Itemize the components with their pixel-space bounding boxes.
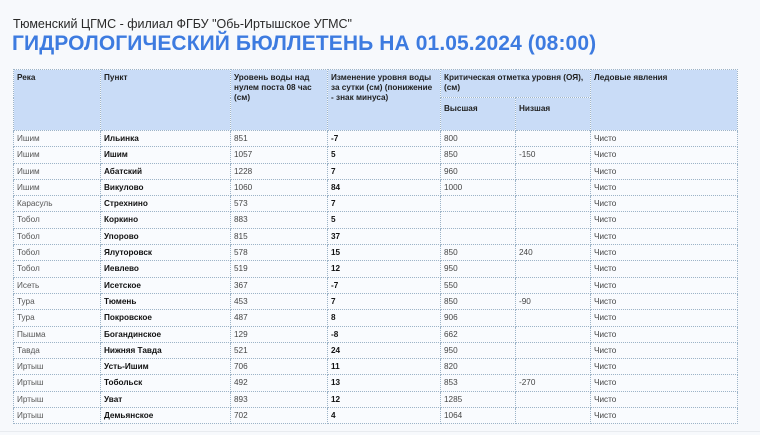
cell-level: 492 — [231, 375, 328, 391]
cell-point: Коркино — [101, 212, 231, 228]
cell-ice: Чисто — [591, 179, 738, 195]
cell-level: 521 — [231, 342, 328, 358]
cell-critical-low — [516, 359, 591, 375]
cell-critical-low — [516, 277, 591, 293]
cell-river: Ишим — [14, 131, 101, 147]
table-row — [14, 342, 738, 358]
cell-change: 84 — [328, 179, 441, 195]
cell-point: Уват — [101, 391, 231, 407]
cell-ice: Чисто — [591, 196, 738, 212]
cell-critical-high: 1285 — [441, 391, 516, 407]
cell-critical-low — [516, 212, 591, 228]
cell-ice: Чисто — [591, 293, 738, 309]
cell-point: Тобольск — [101, 375, 231, 391]
cell-river: Тобол — [14, 212, 101, 228]
cell-change: 4 — [328, 408, 441, 424]
cell-level: 1057 — [231, 147, 328, 163]
cell-critical-high: 800 — [441, 131, 516, 147]
cell-ice: Чисто — [591, 375, 738, 391]
cell-critical-high: 950 — [441, 342, 516, 358]
cell-critical-high: 850 — [441, 293, 516, 309]
cell-point: Ишим — [101, 147, 231, 163]
cell-level: 851 — [231, 131, 328, 147]
cell-change: 13 — [328, 375, 441, 391]
cell-critical-high: 850 — [441, 245, 516, 261]
table-row — [14, 228, 738, 244]
cell-river: Тобол — [14, 245, 101, 261]
cell-critical-low — [516, 131, 591, 147]
cell-point: Покровское — [101, 310, 231, 326]
cell-river: Иртыш — [14, 359, 101, 375]
cell-level: 453 — [231, 293, 328, 309]
table-body — [14, 131, 738, 424]
cell-river: Тура — [14, 310, 101, 326]
cell-river: Ишим — [14, 163, 101, 179]
cell-point: Богандинское — [101, 326, 231, 342]
cell-ice: Чисто — [591, 212, 738, 228]
column-header-level: Уровень воды над нулем поста 08 час (см) — [231, 70, 328, 131]
cell-critical-low — [516, 391, 591, 407]
cell-change: -8 — [328, 326, 441, 342]
cell-critical-low — [516, 179, 591, 195]
cell-level: 129 — [231, 326, 328, 342]
cell-critical-high: 850 — [441, 147, 516, 163]
column-header-critical-high: Высшая — [441, 98, 516, 131]
cell-level: 487 — [231, 310, 328, 326]
cell-critical-high: 1064 — [441, 408, 516, 424]
cell-level: 519 — [231, 261, 328, 277]
cell-river: Тура — [14, 293, 101, 309]
cell-change: 11 — [328, 359, 441, 375]
cell-level: 883 — [231, 212, 328, 228]
cell-critical-high: 662 — [441, 326, 516, 342]
cell-point: Демьянское — [101, 408, 231, 424]
cell-critical-low: -150 — [516, 147, 591, 163]
page-title: ГИДРОЛОГИЧЕСКИЙ БЮЛЛЕТЕНЬ НА 01.05.2024 (08:00) — [12, 32, 597, 55]
cell-ice: Чисто — [591, 131, 738, 147]
cell-critical-high: 950 — [441, 261, 516, 277]
cell-critical-low — [516, 408, 591, 424]
organization-subtitle: Тюменский ЦГМС - филиал ФГБУ "Обь-Иртышское УГМС" — [13, 17, 352, 31]
table-row — [14, 131, 738, 147]
cell-ice: Чисто — [591, 245, 738, 261]
table-row — [14, 408, 738, 424]
column-header-ice: Ледовые явления — [591, 70, 738, 131]
table-row — [14, 293, 738, 309]
cell-ice: Чисто — [591, 261, 738, 277]
table-row — [14, 196, 738, 212]
cell-ice: Чисто — [591, 228, 738, 244]
cell-river: Иртыш — [14, 375, 101, 391]
table-row — [14, 245, 738, 261]
cell-point: Исетское — [101, 277, 231, 293]
cell-level: 578 — [231, 245, 328, 261]
cell-river: Ишим — [14, 179, 101, 195]
cell-critical-low — [516, 342, 591, 358]
table-row — [14, 212, 738, 228]
cell-ice: Чисто — [591, 163, 738, 179]
cell-change: 7 — [328, 293, 441, 309]
table-row — [14, 277, 738, 293]
cell-river: Тобол — [14, 228, 101, 244]
cell-point: Ильинка — [101, 131, 231, 147]
cell-point: Стрехнино — [101, 196, 231, 212]
cell-level: 893 — [231, 391, 328, 407]
cell-critical-high — [441, 196, 516, 212]
cell-critical-high: 820 — [441, 359, 516, 375]
column-header-river: Река — [14, 70, 101, 131]
table-row — [14, 179, 738, 195]
cell-change: 5 — [328, 147, 441, 163]
table-row — [14, 261, 738, 277]
cell-critical-high: 550 — [441, 277, 516, 293]
cell-level: 367 — [231, 277, 328, 293]
cell-change: 37 — [328, 228, 441, 244]
cell-critical-low — [516, 196, 591, 212]
cell-level: 573 — [231, 196, 328, 212]
column-header-critical: Критическая отметка уровня (ОЯ), (см) — [441, 70, 591, 98]
cell-critical-low: 240 — [516, 245, 591, 261]
cell-critical-high: 1000 — [441, 179, 516, 195]
table-row — [14, 375, 738, 391]
cell-point: Упорово — [101, 228, 231, 244]
cell-ice: Чисто — [591, 391, 738, 407]
cell-river: Иртыш — [14, 391, 101, 407]
cell-level: 815 — [231, 228, 328, 244]
cell-level: 706 — [231, 359, 328, 375]
cell-change: -7 — [328, 277, 441, 293]
cell-ice: Чисто — [591, 277, 738, 293]
column-header-point: Пункт — [101, 70, 231, 131]
cell-point: Усть-Ишим — [101, 359, 231, 375]
cell-change: 12 — [328, 391, 441, 407]
cell-change: 8 — [328, 310, 441, 326]
cell-river: Тобол — [14, 261, 101, 277]
cell-ice: Чисто — [591, 147, 738, 163]
cell-point: Нижняя Тавда — [101, 342, 231, 358]
table-row — [14, 147, 738, 163]
column-header-change: Изменение уровня воды за сутки (см) (понижение - знак минуса) — [328, 70, 441, 131]
table-row — [14, 163, 738, 179]
column-header-critical-low: Низшая — [516, 98, 591, 131]
cell-critical-low — [516, 310, 591, 326]
cell-critical-low — [516, 326, 591, 342]
cell-ice: Чисто — [591, 326, 738, 342]
cell-level: 1228 — [231, 163, 328, 179]
cell-ice: Чисто — [591, 342, 738, 358]
cell-critical-low: -90 — [516, 293, 591, 309]
cell-critical-high: 906 — [441, 310, 516, 326]
cell-point: Иевлево — [101, 261, 231, 277]
cell-ice: Чисто — [591, 359, 738, 375]
cell-point: Ялуторовск — [101, 245, 231, 261]
cell-change: 12 — [328, 261, 441, 277]
hydrological-bulletin-table — [13, 69, 738, 424]
table-row — [14, 391, 738, 407]
cell-ice: Чисто — [591, 310, 738, 326]
cell-river: Иртыш — [14, 408, 101, 424]
table-row — [14, 310, 738, 326]
cell-critical-high: 960 — [441, 163, 516, 179]
cell-river: Пышма — [14, 326, 101, 342]
table-row — [14, 359, 738, 375]
cell-critical-low — [516, 261, 591, 277]
cell-ice: Чисто — [591, 408, 738, 424]
cell-change: 5 — [328, 212, 441, 228]
table-header — [14, 70, 738, 131]
cell-critical-high — [441, 212, 516, 228]
cell-critical-low — [516, 228, 591, 244]
cell-point: Абатский — [101, 163, 231, 179]
cell-point: Викулово — [101, 179, 231, 195]
page-bottom-divider — [0, 431, 760, 432]
cell-river: Ишим — [14, 147, 101, 163]
cell-river: Исеть — [14, 277, 101, 293]
cell-level: 702 — [231, 408, 328, 424]
cell-river: Тавда — [14, 342, 101, 358]
table-row — [14, 326, 738, 342]
cell-critical-low — [516, 163, 591, 179]
cell-critical-high: 853 — [441, 375, 516, 391]
cell-critical-low: -270 — [516, 375, 591, 391]
cell-change: 7 — [328, 196, 441, 212]
cell-point: Тюмень — [101, 293, 231, 309]
cell-level: 1060 — [231, 179, 328, 195]
cell-change: 7 — [328, 163, 441, 179]
cell-change: 24 — [328, 342, 441, 358]
cell-change: 15 — [328, 245, 441, 261]
cell-river: Карасуль — [14, 196, 101, 212]
cell-critical-high — [441, 228, 516, 244]
cell-change: -7 — [328, 131, 441, 147]
